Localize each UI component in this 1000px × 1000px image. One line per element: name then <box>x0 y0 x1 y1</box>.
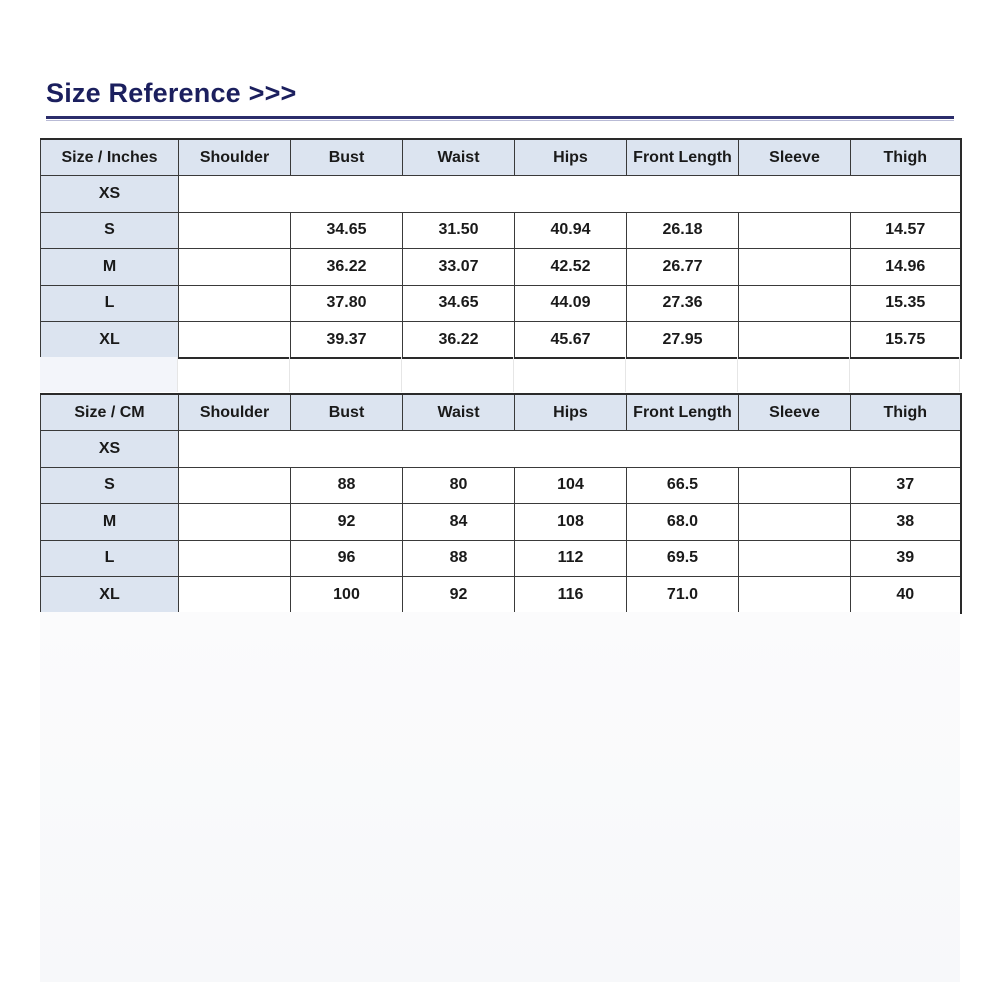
cell-shoulder <box>179 285 291 322</box>
cell-shoulder <box>179 467 291 504</box>
cell-sleeve <box>739 504 851 541</box>
title-underline <box>46 116 954 119</box>
cell-waist: 92 <box>403 577 515 614</box>
cell-bust: 88 <box>291 467 403 504</box>
cell-thigh: 15.75 <box>851 322 961 359</box>
size-label: M <box>41 249 179 286</box>
size-label: S <box>41 467 179 504</box>
cell-hips: 116 <box>515 577 627 614</box>
table-row <box>41 249 961 286</box>
cell-hips: 112 <box>515 540 627 577</box>
table-header-row <box>41 139 961 176</box>
cell-hips: 104 <box>515 467 627 504</box>
cell-waist: 88 <box>403 540 515 577</box>
cell-front-length: 71.0 <box>627 577 739 614</box>
cell-shoulder <box>179 540 291 577</box>
cell-sleeve <box>739 212 851 249</box>
cell-hips: 42.52 <box>515 249 627 286</box>
header-shoulder: Shoulder <box>179 139 291 176</box>
header-waist: Waist <box>403 394 515 431</box>
cell-waist: 80 <box>403 467 515 504</box>
table-row <box>41 540 961 577</box>
size-label: L <box>41 285 179 322</box>
cell-sleeve <box>739 285 851 322</box>
table-row <box>41 285 961 322</box>
cell-bust: 96 <box>291 540 403 577</box>
cell-shoulder <box>179 212 291 249</box>
faded-background-area <box>40 612 960 982</box>
cell-front-length: 66.5 <box>627 467 739 504</box>
header-thigh: Thigh <box>851 394 961 431</box>
cell-sleeve <box>739 467 851 504</box>
size-label: M <box>41 504 179 541</box>
cell-front-length: 27.36 <box>627 285 739 322</box>
table-row <box>41 504 961 541</box>
header-waist: Waist <box>403 139 515 176</box>
cell-waist: 33.07 <box>403 249 515 286</box>
size-label: XL <box>41 322 179 359</box>
table-row <box>41 212 961 249</box>
page-title: Size Reference >>> <box>46 78 297 108</box>
table-row <box>41 322 961 359</box>
size-label: XS <box>41 431 179 468</box>
header-bust: Bust <box>291 394 403 431</box>
table-row <box>41 577 961 614</box>
size-label: L <box>41 540 179 577</box>
cell-sleeve <box>739 540 851 577</box>
cell-hips: 40.94 <box>515 212 627 249</box>
header-bust: Bust <box>291 139 403 176</box>
cell-thigh: 38 <box>851 504 961 541</box>
table-row <box>41 431 961 468</box>
cell-shoulder <box>179 322 291 359</box>
cell-front-length: 26.18 <box>627 212 739 249</box>
header-size: Size / CM <box>41 394 179 431</box>
cell-bust: 34.65 <box>291 212 403 249</box>
cell-thigh: 39 <box>851 540 961 577</box>
cell-front-length: 69.5 <box>627 540 739 577</box>
empty-cell <box>179 431 961 468</box>
size-table-inches <box>40 138 962 359</box>
cell-bust: 100 <box>291 577 403 614</box>
cell-hips: 108 <box>515 504 627 541</box>
cell-bust: 36.22 <box>291 249 403 286</box>
cell-waist: 31.50 <box>403 212 515 249</box>
cell-thigh: 15.35 <box>851 285 961 322</box>
table-row <box>41 467 961 504</box>
table-spacer <box>40 357 960 392</box>
cell-sleeve <box>739 249 851 286</box>
cell-sleeve <box>739 322 851 359</box>
size-label: S <box>41 212 179 249</box>
cell-shoulder <box>179 504 291 541</box>
cell-thigh: 14.57 <box>851 212 961 249</box>
header-front-length: Front Length <box>627 139 739 176</box>
header-thigh: Thigh <box>851 139 961 176</box>
header-hips: Hips <box>515 394 627 431</box>
cell-bust: 37.80 <box>291 285 403 322</box>
cell-bust: 92 <box>291 504 403 541</box>
cell-waist: 84 <box>403 504 515 541</box>
cell-waist: 34.65 <box>403 285 515 322</box>
cell-hips: 44.09 <box>515 285 627 322</box>
cell-sleeve <box>739 577 851 614</box>
cell-thigh: 14.96 <box>851 249 961 286</box>
cell-thigh: 40 <box>851 577 961 614</box>
cell-front-length: 26.77 <box>627 249 739 286</box>
cell-front-length: 68.0 <box>627 504 739 541</box>
title-underline-thin <box>46 120 954 121</box>
cell-bust: 39.37 <box>291 322 403 359</box>
header-shoulder: Shoulder <box>179 394 291 431</box>
header-hips: Hips <box>515 139 627 176</box>
size-label: XL <box>41 577 179 614</box>
table-header-row <box>41 394 961 431</box>
header-sleeve: Sleeve <box>739 139 851 176</box>
size-table-cm <box>40 393 962 614</box>
cell-shoulder <box>179 577 291 614</box>
cell-hips: 45.67 <box>515 322 627 359</box>
cell-waist: 36.22 <box>403 322 515 359</box>
cell-shoulder <box>179 249 291 286</box>
cell-thigh: 37 <box>851 467 961 504</box>
cell-front-length: 27.95 <box>627 322 739 359</box>
header-front-length: Front Length <box>627 394 739 431</box>
empty-cell <box>179 176 961 213</box>
header-size: Size / Inches <box>41 139 179 176</box>
size-label: XS <box>41 176 179 213</box>
table-row <box>41 176 961 213</box>
header-sleeve: Sleeve <box>739 394 851 431</box>
